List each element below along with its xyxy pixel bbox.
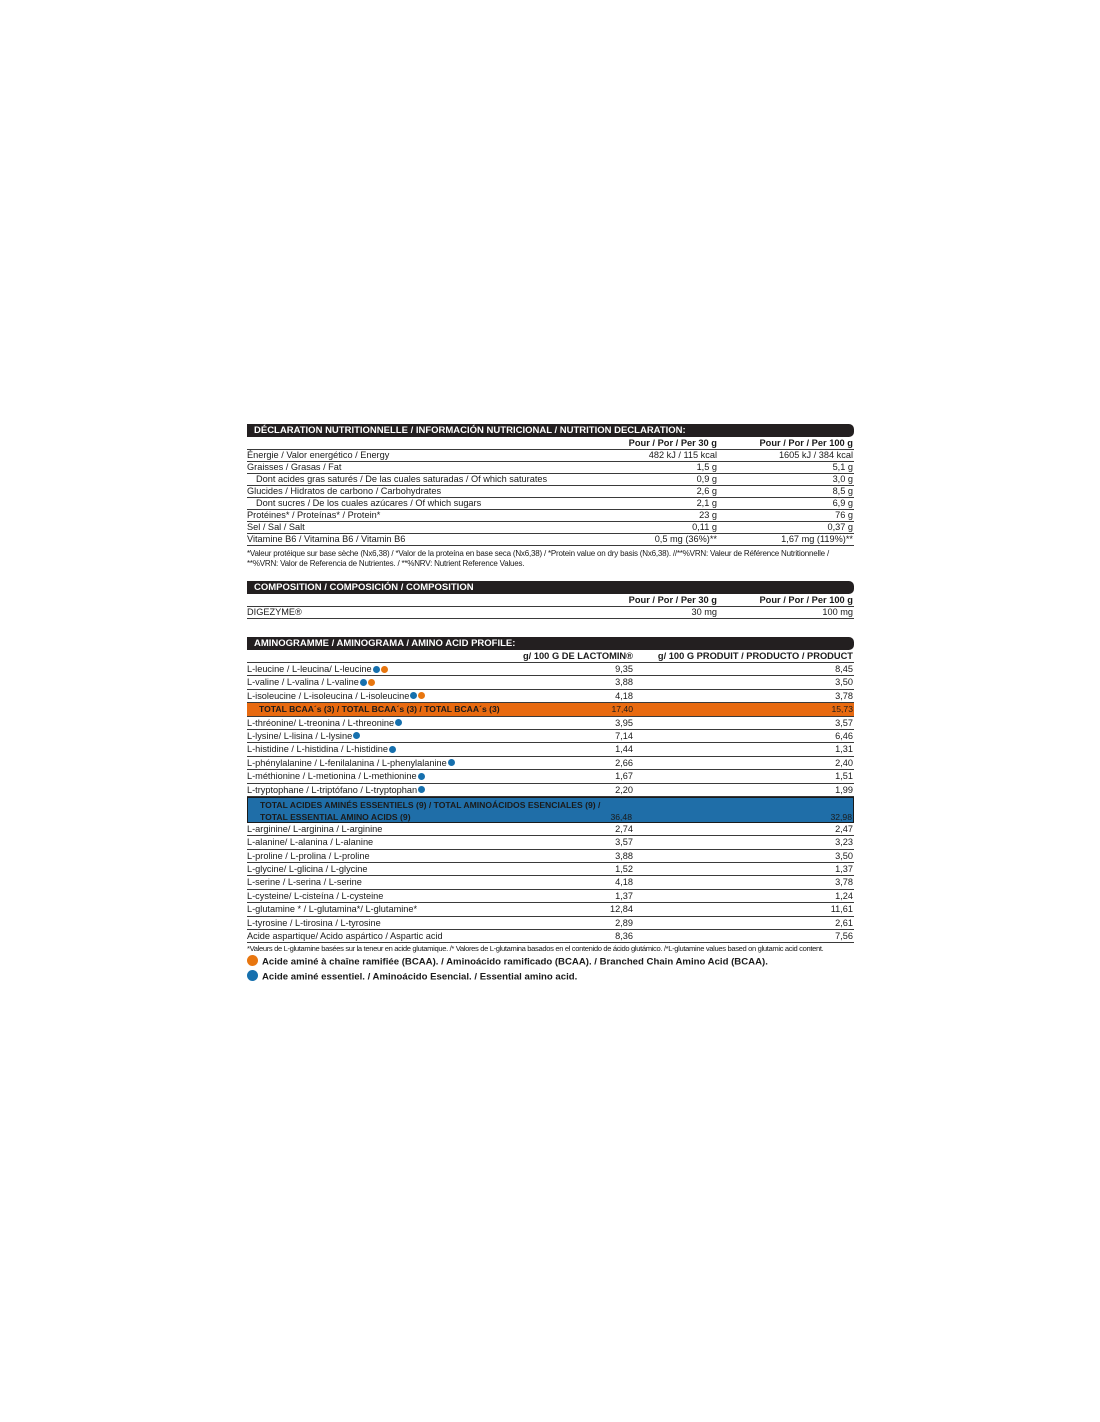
orange-dot-icon [418,692,425,699]
nutrition-header-row [247,437,854,450]
value-per-100g-product: 6,46 [835,730,853,741]
amino-row [247,876,854,889]
nutrition-row [247,450,854,462]
row-label: L-thréonine/ L-treonina / L-threonine [247,717,395,728]
value-per-30g: 0,9 g [696,474,717,484]
value-per-100g-lactomin: 7,14 [615,730,633,741]
composition-title: COMPOSITION / COMPOSICIÓN / COMPOSITION [247,581,854,594]
total-bcaa-row [247,703,854,716]
blue-dot-icon [353,732,360,739]
value-per-100g-product: 2,47 [835,823,853,834]
amino-row [247,784,854,797]
row-label: L-alanine/ L-alanina / L-alanine [247,837,374,848]
amino-row [247,676,854,689]
amino-row [247,850,854,863]
composition-row [247,607,854,619]
composition-col1-header: Pour / Por / Per 30 g [628,595,717,605]
amino-row [247,930,854,943]
nutrition-title: DÉCLARATION NUTRITIONNELLE / INFORMACIÓN NUTRICIONAL / NUTRITION DECLARATION: [247,424,854,437]
value-per-100g-product: 2,40 [835,757,853,768]
amino-col2-header: g/ 100 G PRODUIT / PRODUCTO / PRODUCT [657,651,853,661]
value-per-100g: 8,5 g [832,486,853,496]
row-label: Acide aspartique/ Acido aspártico / Aspartic acid [247,931,443,942]
value-per-100g-product: 8,45 [835,664,853,674]
total-essential-amino-acids-row [247,797,854,823]
nutrition-panel [247,424,854,569]
row-label: Sel / Sal / Salt [247,522,305,532]
value-per-100g: 76 g [835,510,853,520]
nutrition-row [247,510,854,522]
amino-row [247,757,854,770]
value-per-100g-lactomin: 2,74 [615,823,633,834]
row-label: L-méthionine / L-metionina / L-methionine [247,771,417,782]
value-per-100g-lactomin: 3,88 [615,850,633,861]
row-label: L-cysteine/ L-cisteína / L-cysteine [247,890,384,901]
value-per-100g-lactomin: 3,95 [615,717,633,728]
nutrition-row [247,486,854,498]
amino-title: AMINOGRAMME / AMINOGRAMA / AMINO ACID PROFILE: [247,637,854,650]
row-label: L-serine / L-serina / L-serine [247,877,362,888]
amino-row [247,890,854,903]
blue-dot-icon [448,759,455,766]
value-per-100g-lactomin: 2,66 [615,757,633,768]
amino-row [247,863,854,876]
row-label: L-glycine/ L-glicina / L-glycine [247,864,368,875]
value-per-100g-lactomin: 12,84 [610,904,633,915]
row-label: Dont acides gras saturés / De las cuales saturadas / Of which saturates [256,474,548,484]
nutrition-col2-header: Pour / Por / Per 100 g [759,438,853,448]
row-label: L-phénylalanine / L-fenilalanina / L-phenylalanine [247,757,447,768]
nutrition-row [247,522,854,534]
amino-col1-header: g/ 100 G DE LACTOMIN® [523,651,633,661]
amino-row [247,690,854,703]
composition-col2-header: Pour / Por / Per 100 g [759,595,853,605]
value-per-100g-product: 7,56 [835,931,853,942]
orange-dot-icon [368,679,375,686]
value-per-100g-lactomin: 3,57 [615,837,633,848]
amino-row [247,730,854,743]
amino-row [247,717,854,730]
row-label: L-histidine / L-histidina / L-histidine [247,744,388,755]
value-per-100g-lactomin: 17,40 [611,704,633,715]
amino-row [247,917,854,930]
value-per-100g-lactomin: 2,20 [615,784,633,795]
value-per-100g-lactomin: 9,35 [615,664,633,674]
row-label-line2: TOTAL ESSENTIAL AMINO ACIDS (9) [260,811,411,822]
row-label: Graisses / Grasas / Fat [247,462,342,472]
value-per-100g-product: 3,57 [835,717,853,728]
blue-dot-icon [360,679,367,686]
nutrition-row [247,498,854,510]
value-per-100g-product: 11,61 [830,904,853,915]
amino-footnote: *Valeurs de L-glutamine basées sur la teneur en acide glutamique. /* Valores de L-glutamina basados en el contenido de ácido glutámico. /*L-glutamine values based on glutamic acid content. [247,944,824,954]
value-per-100g-lactomin: 4,18 [615,877,633,888]
value-per-100g-lactomin: 1,67 [615,771,633,782]
legend-bcaa [247,955,854,969]
value-per-100g-product: 3,50 [835,850,853,861]
value-per-100g-product: 3,78 [835,877,853,888]
composition-panel [247,581,854,619]
value-per-100g-product: 1,99 [835,784,853,795]
value-per-30g: 2,1 g [696,498,717,508]
value-per-100g-lactomin: 1,44 [615,744,633,755]
row-label: L-tyrosine / L-tirosina / L-tyrosine [247,917,381,928]
row-label: Dont sucres / De los cuales azúcares / Of which sugars [256,498,482,508]
value-per-30g: 1,5 g [696,462,717,472]
value-per-100g-lactomin: 1,52 [615,864,633,875]
row-label: Vitamine B6 / Vitamina B6 / Vitamin B6 [247,534,406,544]
row-label: L-proline / L-prolina / L-proline [247,850,370,861]
value-per-100g-lactomin: 4,18 [615,690,633,701]
value-per-100g: 100 mg [822,607,853,617]
value-per-100g-lactomin: 8,36 [615,931,633,942]
amino-row [247,743,854,756]
blue-dot-icon [373,666,380,673]
value-per-30g: 30 mg [691,607,717,617]
row-label: L-leucine / L-leucina/ L-leucine [247,664,372,674]
value-per-30g: 2,6 g [696,486,717,496]
legend-essential [247,970,854,984]
row-label: TOTAL BCAA´s (3) / TOTAL BCAA´s (3) / TOTAL BCAA´s (3) [259,704,500,715]
amino-row [247,836,854,849]
value-per-100g-product: 1,51 [835,771,853,782]
row-label: DIGEZYME® [247,607,302,617]
row-label: Énergie / Valor energético / Energy [247,450,390,460]
row-label: L-lysine/ L-lisina / L-lysine [247,730,353,741]
row-label-line1: TOTAL ACIDES AMINÉS ESSENTIELS (9) / TOTAL AMINOÁCIDOS ESENCIALES (9) / [260,799,601,810]
value-per-100g-lactomin: 3,88 [615,677,633,688]
value-per-100g-product: 32,98 [830,811,852,822]
value-per-100g-product: 3,23 [835,837,853,848]
nutrition-footnote: *Valeur protéique sur base sèche (Nx6,38) / *Valor de la proteína en base seca (Nx6,38) / *Protein value on dry basis (Nx6,38). //**%VRN: Valeur de Référence Nutritionnelle / **%VRN: Valor de Referencia de Nutrientes. / **%NRV: Nutrient Reference Values. [247,549,829,568]
value-per-100g-product: 3,78 [835,690,853,701]
value-per-30g: 0,5 mg (36%)** [654,534,717,544]
blue-dot-icon [389,746,396,753]
blue-dot-icon [418,786,425,793]
amino-panel [247,637,854,983]
blue-dot-icon [418,773,425,780]
nutrition-row [247,474,854,486]
amino-header-row [247,650,854,663]
value-per-100g-lactomin: 1,37 [615,890,633,901]
orange-dot-icon [247,955,258,966]
nutrition-col1-header: Pour / Por / Per 30 g [628,438,717,448]
row-label: L-valine / L-valina / L-valine [247,677,359,688]
value-per-100g-product: 15,73 [831,704,853,715]
blue-dot-icon [247,970,258,981]
value-per-100g: 6,9 g [832,498,853,508]
orange-dot-icon [381,666,388,673]
nutrition-row [247,462,854,474]
composition-header-row [247,594,854,607]
value-per-100g-product: 1,37 [835,864,853,875]
value-per-100g: 1605 kJ / 384 kcal [778,450,853,460]
value-per-30g: 0,11 g [692,522,717,532]
value-per-100g-lactomin: 2,89 [615,917,633,928]
value-per-100g-product: 1,31 [835,744,853,755]
row-label: L-arginine/ L-arginina / L-arginine [247,823,383,834]
amino-row [247,770,854,783]
value-per-100g: 1,67 mg (119%)** [781,534,853,544]
row-label: Protéines* / Proteínas* / Protein* [247,510,381,520]
amino-row [247,663,854,676]
row-label: L-isoleucine / L-isoleucina / L-isoleucine [247,690,410,701]
blue-dot-icon [395,719,402,726]
value-per-100g: 0,37 g [827,522,853,532]
value-per-30g: 482 kJ / 115 kcal [648,450,717,460]
row-label: Glucides / Hidratos de carbono / Carbohydrates [247,486,442,496]
value-per-100g-product: 2,61 [835,917,853,928]
value-per-100g-product: 1,24 [835,890,853,901]
amino-row [247,903,854,916]
row-label: L-tryptophane / L-triptófano / L-tryptophan [247,784,418,795]
nutrition-row [247,534,854,546]
blue-dot-icon [410,692,417,699]
value-per-100g: 5,1 g [832,462,853,472]
value-per-30g: 23 g [699,510,717,520]
value-per-100g-lactomin: 36,48 [610,811,632,822]
value-per-100g: 3,0 g [832,474,853,484]
legend-bcaa-text: Acide aminé à chaîne ramifiée (BCAA). / Aminoácido ramificado (BCAA). / Branched Chain Amino Acid (BCAA). [262,956,768,968]
legend-essential-text: Acide aminé essentiel. / Aminoácido Esencial. / Essential amino acid. [262,971,578,983]
amino-row [247,823,854,836]
value-per-100g-product: 3,50 [835,677,853,688]
row-label: L-glutamine * / L-glutamina*/ L-glutamine* [247,904,418,915]
